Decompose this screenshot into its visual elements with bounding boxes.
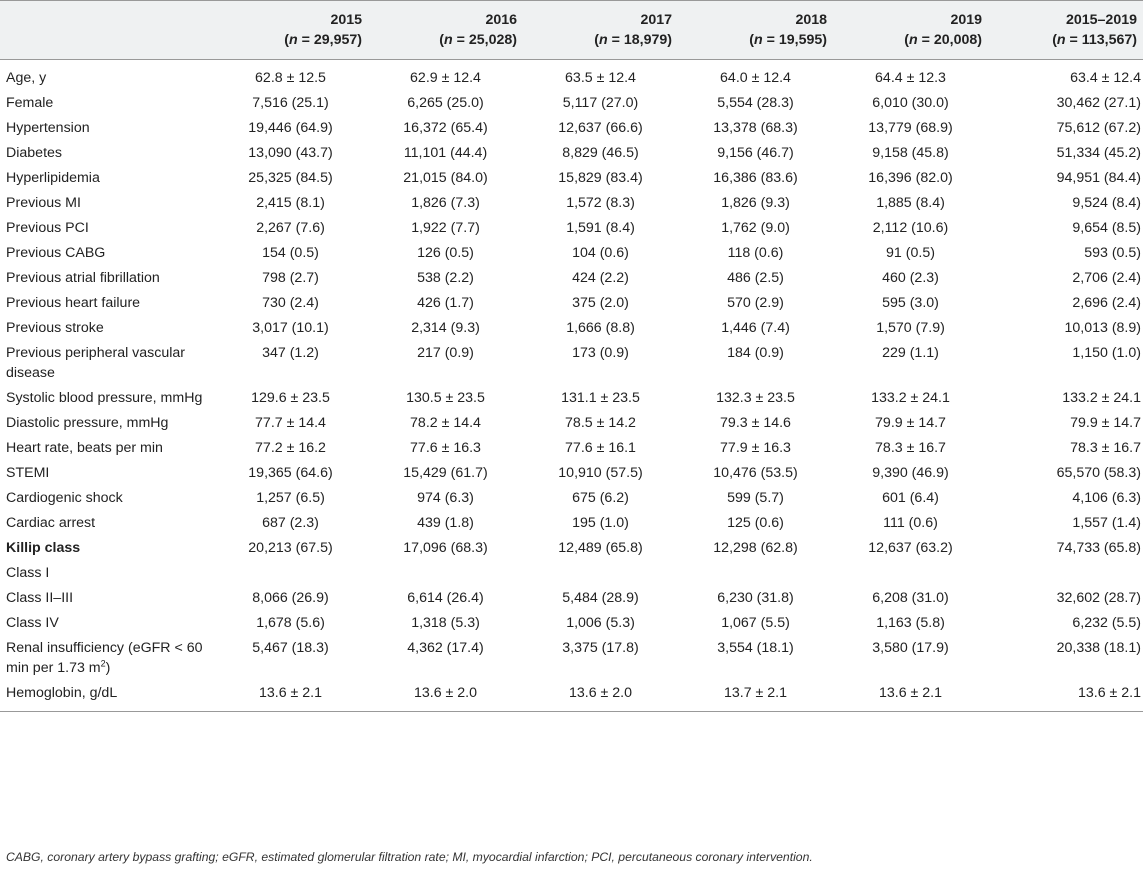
header-row [0,1,1143,60]
cell-value: 78.3 ± 16.7 [1070,440,1141,456]
cell-value: 19,446 (64.9) [248,120,333,136]
table-row [0,585,1143,610]
table-row [0,680,1143,712]
header-year: 2015 [330,12,362,28]
cell-value: 132.3 ± 23.5 [716,390,795,406]
row-label [0,190,213,215]
cell-value: 65,570 (58.3) [1056,465,1141,481]
cell-value: 601 (6.4) [882,490,939,506]
row-label [0,560,213,585]
cell-value: 12,637 (63.2) [868,540,953,556]
superscript: 2 [100,658,106,669]
cell-value: 1,572 (8.3) [566,195,635,211]
cell-value: 8,066 (26.9) [252,590,329,606]
cell-value: 595 (3.0) [882,295,939,311]
cell-value: 9,156 (46.7) [717,145,794,161]
cell-value: 118 (0.6) [727,245,784,261]
row-label [0,215,213,240]
cell-value: 599 (5.7) [727,490,784,506]
cell-value: 3,017 (10.1) [252,320,329,336]
table-row [0,510,1143,535]
cell-value [988,560,1143,585]
table-row [0,535,1143,560]
header-year: 2017 [640,12,672,28]
row-label [0,90,213,115]
row-label-text: Hypertension [6,120,90,136]
cell-value: 2,314 (9.3) [411,320,480,336]
cell-value [523,560,678,585]
cell-value: 62.8 ± 12.5 [255,70,326,86]
table-row [0,190,1143,215]
row-label [0,410,213,435]
table-row [0,140,1143,165]
cell-value: 154 (0.5) [262,245,319,261]
cell-value: 25,325 (84.5) [248,170,333,186]
cell-value: 12,489 (65.8) [558,540,643,556]
cell-value [833,560,988,585]
cell-value: 16,372 (65.4) [403,120,488,136]
cell-value: 1,922 (7.7) [411,220,480,236]
row-label-text: STEMI [6,465,50,481]
cell-value: 1,885 (8.4) [876,195,945,211]
header-n: (n = 20,008) [904,32,982,48]
cell-value: 63.4 ± 12.4 [1070,70,1141,86]
cell-value: 79.3 ± 14.6 [720,415,791,431]
cell-value: 3,580 (17.9) [872,640,949,656]
row-label-text: Previous peripheral vascular disease [6,345,186,381]
cell-value: 217 (0.9) [417,345,474,361]
row-label-text: Previous MI [6,195,81,211]
cell-value: 1,826 (7.3) [411,195,480,211]
row-label [0,535,213,560]
cell-value: 12,298 (62.8) [713,540,798,556]
cell-value: 675 (6.2) [572,490,629,506]
row-label [0,635,213,680]
cell-value: 13,378 (68.3) [713,120,798,136]
row-label-text: Class II–III [6,590,74,606]
cell-value: 8,829 (46.5) [562,145,639,161]
cell-value: 17,096 (68.3) [403,540,488,556]
cell-value: 5,467 (18.3) [252,640,329,656]
header-n: (n = 113,567) [1052,32,1137,48]
cell-value: 77.6 ± 16.1 [565,440,636,456]
row-label [0,340,213,385]
cell-value: 798 (2.7) [262,270,319,286]
row-label-text: Killip class [6,540,81,556]
table-header [0,1,1143,60]
cell-value: 570 (2.9) [727,295,784,311]
cell-value: 1,150 (1.0) [1072,345,1141,361]
cell-value: 20,213 (67.5) [248,540,333,556]
cell-value: 3,554 (18.1) [717,640,794,656]
cell-value: 104 (0.6) [572,245,629,261]
row-label-text: Diastolic pressure, mmHg [6,415,169,431]
cell-value: 9,158 (45.8) [872,145,949,161]
row-label-text: Heart rate, beats per min [6,440,163,456]
table-body [0,60,1143,712]
table-footnote: CABG, coronary artery bypass grafting; eGFR, estimated glomerular filtration rate; MI, myocardial infarction; PCI, percutaneous coronary intervention. [6,850,813,864]
cell-value: 13.6 ± 2.1 [988,680,1143,712]
cell-value: 1,570 (7.9) [876,320,945,336]
cell-value: 3,375 (17.8) [562,640,639,656]
cell-value: 1,557 (1.4) [1072,515,1141,531]
row-label [0,290,213,315]
cell-value: 15,829 (83.4) [558,170,643,186]
row-label-text: Previous stroke [6,320,104,336]
header-n: (n = 18,979) [594,32,672,48]
cell-value: 5,117 (27.0) [562,95,639,111]
row-label [0,115,213,140]
cell-value: 11,101 (44.4) [403,145,488,161]
cell-value: 6,614 (26.4) [407,590,484,606]
cell-value: 13.6 ± 2.1 [833,680,988,712]
cell-value: 111 (0.6) [883,515,938,531]
row-label [0,680,213,712]
cell-value: 460 (2.3) [882,270,939,286]
cell-value: 974 (6.3) [417,490,474,506]
row-label [0,610,213,635]
cell-value: 51,334 (45.2) [1056,145,1141,161]
cell-value: 5,484 (28.9) [562,590,639,606]
header-n: (n = 19,595) [749,32,827,48]
cell-value: 32,602 (28.7) [1056,590,1141,606]
row-label-text: Previous atrial fibrillation [6,270,160,286]
cell-value: 1,067 (5.5) [721,615,790,631]
cell-value: 1,678 (5.6) [256,615,325,631]
header-year: 2016 [485,12,517,28]
cell-value: 1,826 (9.3) [721,195,790,211]
header-year: 2018 [795,12,827,28]
cell-value: 9,390 (46.9) [872,465,949,481]
table-row [0,340,1143,385]
cell-value: 229 (1.1) [882,345,939,361]
cell-value: 730 (2.4) [262,295,319,311]
cell-value: 1,163 (5.8) [876,615,945,631]
table-row [0,485,1143,510]
cell-value: 4,106 (6.3) [1072,490,1141,506]
cell-value: 64.0 ± 12.4 [720,70,791,86]
cell-value: 91 (0.5) [886,245,935,261]
cell-value: 1,591 (8.4) [566,220,635,236]
header-n: (n = 25,028) [439,32,517,48]
row-label [0,60,213,91]
row-label [0,435,213,460]
cell-value: 77.7 ± 14.4 [255,415,326,431]
table-row [0,165,1143,190]
cell-value: 195 (1.0) [572,515,629,531]
cell-value: 16,386 (83.6) [713,170,798,186]
table-row [0,385,1143,410]
cell-value: 7,516 (25.1) [252,95,329,111]
row-label-text: Renal insufficiency (eGFR < 60 min per 1.73 m [6,640,203,676]
cell-value: 2,112 (10.6) [872,220,949,236]
cell-value: 12,637 (66.6) [558,120,643,136]
cell-value: 77.6 ± 16.3 [410,440,481,456]
cell-value: 13.6 ± 2.0 [368,680,523,712]
row-label-text: Hemoglobin, g/dL [6,685,118,701]
cell-value: 4,362 (17.4) [407,640,484,656]
row-label [0,240,213,265]
row-label-text: Cardiac arrest [6,515,96,531]
cell-value: 2,706 (2.4) [1072,270,1141,286]
table-row [0,435,1143,460]
cell-value: 424 (2.2) [572,270,629,286]
cell-value: 1,446 (7.4) [721,320,790,336]
cell-value [368,560,523,585]
row-label-text: Previous heart failure [6,295,141,311]
cell-value: 13.7 ± 2.1 [678,680,833,712]
row-label [0,460,213,485]
row-label-text: Class I [6,565,50,581]
row-label [0,315,213,340]
cell-value: 6,265 (25.0) [407,95,484,111]
cell-value: 486 (2.5) [727,270,784,286]
cell-value: 2,267 (7.6) [256,220,325,236]
table-row [0,265,1143,290]
cell-value: 78.3 ± 16.7 [875,440,946,456]
cell-value: 1,257 (6.5) [256,490,325,506]
row-label-tail: ) [105,660,111,676]
row-label [0,485,213,510]
cell-value: 1,762 (9.0) [721,220,790,236]
cell-value: 131.1 ± 23.5 [561,390,640,406]
table-row [0,215,1143,240]
row-label-text: Hyperlipidemia [6,170,100,186]
table-row [0,460,1143,485]
cell-value: 78.5 ± 14.2 [565,415,636,431]
cell-value: 77.2 ± 16.2 [255,440,326,456]
row-label-text: Previous CABG [6,245,106,261]
cell-value: 126 (0.5) [417,245,474,261]
table-row [0,635,1143,680]
header-col-2015 [213,1,368,60]
cell-value: 129.6 ± 23.5 [251,390,330,406]
cell-value: 94,951 (84.4) [1056,170,1141,186]
cell-value: 1,006 (5.3) [566,615,635,631]
table-row [0,560,1143,585]
row-label-text: Age, y [6,70,47,86]
header-col-2017 [523,1,678,60]
cell-value: 10,013 (8.9) [1064,320,1141,336]
cell-value: 79.9 ± 14.7 [875,415,946,431]
cell-value: 15,429 (61.7) [403,465,488,481]
cell-value: 13,779 (68.9) [868,120,953,136]
cell-value: 78.2 ± 14.4 [410,415,481,431]
table-row [0,610,1143,635]
cell-value: 30,462 (27.1) [1056,95,1141,111]
table-row [0,410,1143,435]
row-label-text: Class IV [6,615,59,631]
cell-value: 125 (0.6) [727,515,784,531]
cell-value: 5,554 (28.3) [717,95,794,111]
row-label-text: Female [6,95,54,111]
cell-value: 13.6 ± 2.1 [213,680,368,712]
cell-value: 133.2 ± 24.1 [871,390,950,406]
cell-value: 538 (2.2) [417,270,474,286]
cell-value: 133.2 ± 24.1 [1062,390,1141,406]
header-year: 2019 [950,12,982,28]
table-row [0,90,1143,115]
cell-value: 687 (2.3) [262,515,319,531]
cell-value: 16,396 (82.0) [868,170,953,186]
table-row [0,240,1143,265]
header-col-2018 [678,1,833,60]
cell-value: 64.4 ± 12.3 [875,70,946,86]
cell-value: 10,910 (57.5) [558,465,643,481]
cell-value: 6,230 (31.8) [717,590,794,606]
header-blank [0,1,213,60]
cell-value: 19,365 (64.6) [248,465,333,481]
cell-value: 9,654 (8.5) [1072,220,1141,236]
cell-value: 375 (2.0) [572,295,629,311]
header-year: 2015–2019 [1065,12,1137,28]
cell-value: 593 (0.5) [1084,245,1141,261]
table-row [0,290,1143,315]
header-col-total [988,1,1143,60]
cell-value: 426 (1.7) [417,295,474,311]
header-col-2016 [368,1,523,60]
cell-value: 79.9 ± 14.7 [1070,415,1141,431]
cell-value: 2,415 (8.1) [256,195,325,211]
table-row [0,315,1143,340]
cell-value: 2,696 (2.4) [1072,295,1141,311]
cell-value: 74,733 (65.8) [1056,540,1141,556]
row-label [0,385,213,410]
cell-value: 130.5 ± 23.5 [406,390,485,406]
cell-value [213,560,368,585]
cell-value: 63.5 ± 12.4 [565,70,636,86]
cell-value: 347 (1.2) [262,345,319,361]
cell-value: 75,612 (67.2) [1056,120,1141,136]
table-row [0,115,1143,140]
row-label [0,585,213,610]
row-label-text: Systolic blood pressure, mmHg [6,390,203,406]
cell-value: 62.9 ± 12.4 [410,70,481,86]
row-label [0,510,213,535]
cell-value: 184 (0.9) [727,345,784,361]
row-label-text: Cardiogenic shock [6,490,123,506]
header-col-2019 [833,1,988,60]
cell-value [678,560,833,585]
row-label-text: Diabetes [6,145,62,161]
row-label-text: Previous PCI [6,220,89,236]
table-row [0,60,1143,91]
cell-value: 21,015 (84.0) [403,170,488,186]
row-label [0,165,213,190]
cell-value: 6,208 (31.0) [872,590,949,606]
cell-value: 13,090 (43.7) [248,145,333,161]
cell-value: 77.9 ± 16.3 [720,440,791,456]
header-n: (n = 29,957) [284,32,362,48]
row-label [0,140,213,165]
cell-value: 20,338 (18.1) [1056,640,1141,656]
cell-value: 173 (0.9) [572,345,629,361]
cell-value: 439 (1.8) [417,515,474,531]
cell-value: 13.6 ± 2.0 [523,680,678,712]
cell-value: 1,666 (8.8) [566,320,635,336]
cell-value: 1,318 (5.3) [411,615,480,631]
cell-value: 10,476 (53.5) [713,465,798,481]
row-label [0,265,213,290]
cell-value: 6,232 (5.5) [1072,615,1141,631]
cell-value: 6,010 (30.0) [872,95,949,111]
cell-value: 9,524 (8.4) [1072,195,1141,211]
